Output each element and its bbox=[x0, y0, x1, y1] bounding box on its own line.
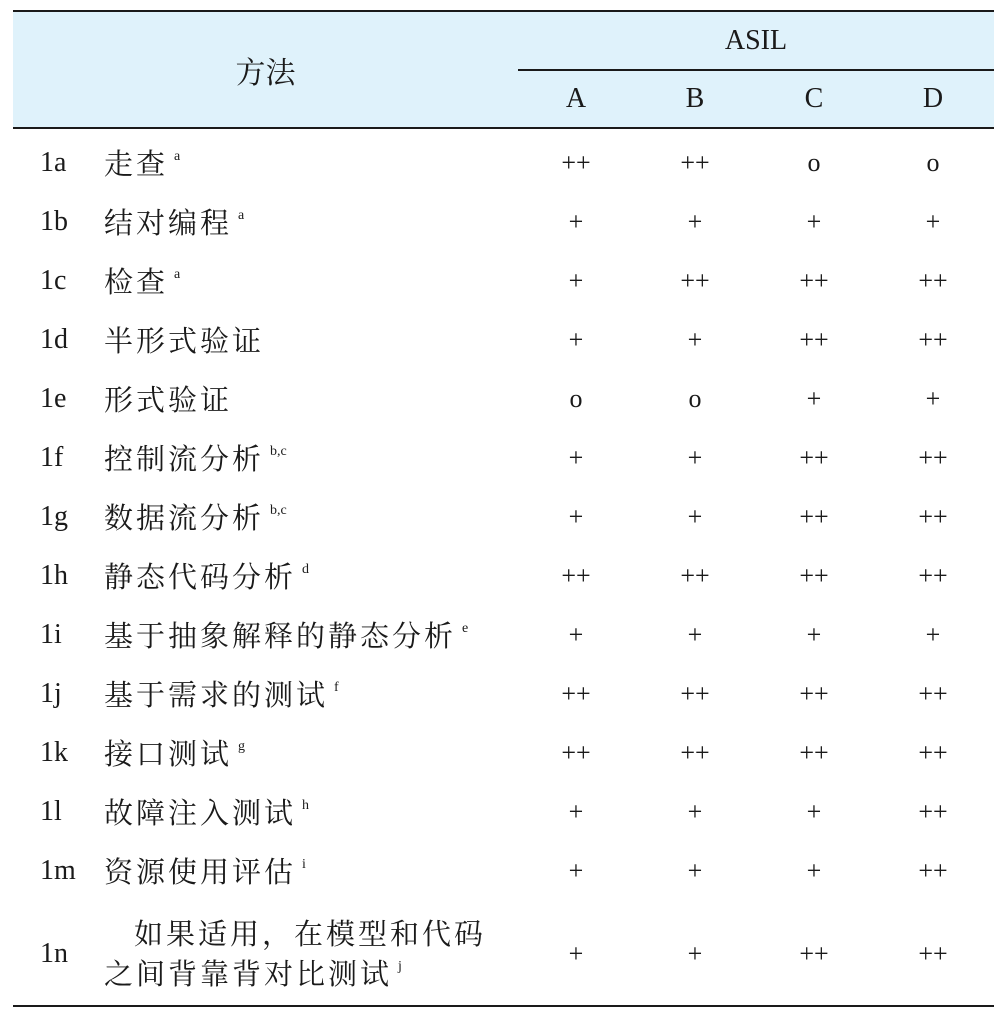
method-name-text: 基于需求的测试 bbox=[104, 678, 329, 712]
asil-level-c-header: C bbox=[804, 83, 824, 114]
table-header bbox=[13, 12, 994, 127]
rating-cell-asil-c: ++ bbox=[799, 501, 829, 531]
method-name-text: 半形式验证 bbox=[104, 324, 265, 358]
method-name bbox=[104, 487, 287, 546]
table-row bbox=[13, 546, 994, 605]
footnote-marker: e bbox=[462, 620, 469, 636]
method-name bbox=[104, 723, 245, 782]
table-body bbox=[13, 129, 994, 1005]
rating-cell-asil-c: + bbox=[806, 855, 822, 885]
rating-cell-asil-c: ++ bbox=[799, 737, 829, 767]
rating-cell-asil-b: ++ bbox=[680, 737, 710, 767]
rating-cell-asil-b: ++ bbox=[680, 147, 710, 177]
method-name bbox=[104, 841, 306, 900]
asil-column-header: ASIL bbox=[724, 24, 788, 56]
rating-cell-asil-a: ++ bbox=[561, 560, 591, 590]
table-row bbox=[13, 369, 994, 428]
rating-cell-asil-a: + bbox=[568, 206, 584, 236]
rating-cell-asil-d: ++ bbox=[918, 796, 948, 826]
method-name-line-2 bbox=[104, 954, 486, 1001]
method-name-text: 结对编程 bbox=[104, 206, 233, 240]
rating-cell-asil-b: + bbox=[687, 939, 703, 968]
method-name bbox=[104, 369, 232, 428]
method-name bbox=[104, 251, 180, 310]
rating-cell-asil-b: + bbox=[687, 796, 703, 826]
rating-cell-asil-d: + bbox=[925, 206, 941, 236]
method-id: 1c bbox=[40, 264, 67, 296]
rating-cell-asil-c: ++ bbox=[799, 560, 829, 590]
method-id: 1m bbox=[40, 854, 76, 886]
rating-cell-asil-a: ++ bbox=[561, 147, 591, 177]
rating-cell-asil-d: ++ bbox=[918, 265, 948, 295]
rating-cell-asil-b: + bbox=[687, 206, 703, 236]
method-name bbox=[104, 310, 264, 369]
method-name-text: 控制流分析 bbox=[104, 442, 265, 476]
method-id: 1i bbox=[40, 618, 62, 650]
method-id: 1d bbox=[40, 323, 68, 355]
rating-cell-asil-b: ++ bbox=[680, 560, 710, 590]
table-row bbox=[13, 664, 994, 723]
footnote-marker: g bbox=[238, 738, 246, 754]
rating-cell-asil-d: ++ bbox=[918, 560, 948, 590]
method-name-text: 形式验证 bbox=[104, 383, 233, 417]
rating-cell-asil-c: ++ bbox=[799, 442, 829, 472]
method-name-text: 资源使用评估 bbox=[104, 855, 297, 889]
asil-level-b-header: B bbox=[685, 83, 705, 114]
footnote-marker: i bbox=[302, 856, 306, 872]
rating-cell-asil-a: + bbox=[568, 796, 584, 826]
rating-cell-asil-c: ++ bbox=[799, 939, 829, 968]
method-name-line-2-text: 之间背靠背对比测试 bbox=[104, 957, 393, 991]
method-name-text: 接口测试 bbox=[104, 737, 233, 771]
method-name bbox=[104, 782, 309, 841]
footnote-marker: b,c bbox=[270, 443, 287, 459]
footnote-marker: b,c bbox=[270, 502, 287, 518]
rating-cell-asil-d: ++ bbox=[918, 939, 948, 968]
rating-cell-asil-b: o bbox=[688, 383, 702, 413]
asil-level-d-header: D bbox=[922, 83, 944, 114]
rating-cell-asil-d: ++ bbox=[918, 442, 948, 472]
method-id: 1k bbox=[40, 736, 68, 768]
method-id: 1l bbox=[40, 795, 62, 827]
rating-cell-asil-b: + bbox=[687, 442, 703, 472]
method-name-text: 基于抽象解释的静态分析 bbox=[104, 619, 457, 653]
method-id: 1h bbox=[40, 559, 68, 591]
rating-cell-asil-a: ++ bbox=[561, 678, 591, 708]
rating-cell-asil-c: ++ bbox=[799, 324, 829, 354]
asil-levels-row bbox=[518, 71, 994, 127]
asil-methods-table bbox=[13, 10, 994, 1007]
rating-cell-asil-a: o bbox=[569, 383, 583, 413]
table-row bbox=[13, 310, 994, 369]
rating-cell-asil-a: + bbox=[568, 939, 584, 968]
rating-cell-asil-b: + bbox=[687, 501, 703, 531]
rating-cell-asil-a: + bbox=[568, 619, 584, 649]
method-name bbox=[104, 192, 244, 251]
rating-cell-asil-a: + bbox=[568, 442, 584, 472]
rating-cell-asil-a: + bbox=[568, 324, 584, 354]
table-row bbox=[13, 428, 994, 487]
method-id: 1n bbox=[40, 938, 68, 969]
footnote-marker: a bbox=[238, 207, 245, 223]
asil-level-a-header: A bbox=[565, 83, 587, 114]
table-row bbox=[13, 192, 994, 251]
method-id: 1f bbox=[40, 441, 64, 473]
rating-cell-asil-d: ++ bbox=[918, 501, 948, 531]
method-id: 1j bbox=[40, 677, 62, 709]
rating-cell-asil-d: ++ bbox=[918, 678, 948, 708]
table-row bbox=[13, 782, 994, 841]
method-name bbox=[104, 133, 180, 192]
method-name-text: 故障注入测试 bbox=[104, 796, 297, 830]
rating-cell-asil-a: ++ bbox=[561, 737, 591, 767]
method-name-line-1: 如果适用，在模型和代码 bbox=[134, 917, 487, 951]
method-name-text: 检查 bbox=[104, 265, 169, 299]
method-name-text: 静态代码分析 bbox=[104, 560, 297, 594]
rating-cell-asil-a: + bbox=[568, 855, 584, 885]
footnote-marker: d bbox=[302, 561, 310, 577]
rating-cell-asil-b: + bbox=[687, 619, 703, 649]
method-name bbox=[104, 428, 287, 487]
rating-cell-asil-b: ++ bbox=[680, 678, 710, 708]
method-column-header: 方法 bbox=[235, 55, 296, 91]
rating-cell-asil-a: + bbox=[568, 501, 584, 531]
method-id: 1e bbox=[40, 382, 67, 414]
rating-cell-asil-d: ++ bbox=[918, 855, 948, 885]
rating-cell-asil-c: o bbox=[807, 147, 821, 177]
rating-cell-asil-d: ++ bbox=[918, 324, 948, 354]
rating-cell-asil-b: + bbox=[687, 324, 703, 354]
rating-cell-asil-d: + bbox=[925, 619, 941, 649]
method-id: 1a bbox=[40, 146, 67, 178]
rating-cell-asil-a: + bbox=[568, 265, 584, 295]
rating-cell-asil-b: ++ bbox=[680, 265, 710, 295]
method-name bbox=[104, 914, 486, 1001]
table-row bbox=[13, 900, 994, 1008]
rating-cell-asil-c: + bbox=[806, 796, 822, 826]
method-name-text: 走查 bbox=[104, 147, 169, 181]
rating-cell-asil-d: + bbox=[925, 383, 941, 413]
table-row bbox=[13, 251, 994, 310]
rating-cell-asil-c: + bbox=[806, 619, 822, 649]
rating-cell-asil-c: ++ bbox=[799, 265, 829, 295]
footnote-marker: a bbox=[174, 148, 181, 164]
method-id: 1g bbox=[40, 500, 68, 532]
method-name-text: 数据流分析 bbox=[104, 501, 265, 535]
footnote-marker: h bbox=[302, 797, 310, 813]
rating-cell-asil-b: + bbox=[687, 855, 703, 885]
method-name bbox=[104, 605, 468, 664]
rating-cell-asil-d: ++ bbox=[918, 737, 948, 767]
table-row bbox=[13, 133, 994, 192]
rating-cell-asil-c: + bbox=[806, 383, 822, 413]
rating-cell-asil-c: + bbox=[806, 206, 822, 236]
rating-cell-asil-d: o bbox=[926, 147, 940, 177]
table-row bbox=[13, 487, 994, 546]
table-row bbox=[13, 723, 994, 782]
table-row bbox=[13, 841, 994, 900]
rating-cell-asil-c: ++ bbox=[799, 678, 829, 708]
method-name bbox=[104, 546, 309, 605]
table-row bbox=[13, 605, 994, 664]
footnote-marker: j bbox=[398, 959, 402, 974]
footnote-marker: a bbox=[174, 266, 181, 282]
method-id: 1b bbox=[40, 205, 68, 237]
footnote-marker: f bbox=[334, 679, 339, 695]
method-name bbox=[104, 664, 339, 723]
